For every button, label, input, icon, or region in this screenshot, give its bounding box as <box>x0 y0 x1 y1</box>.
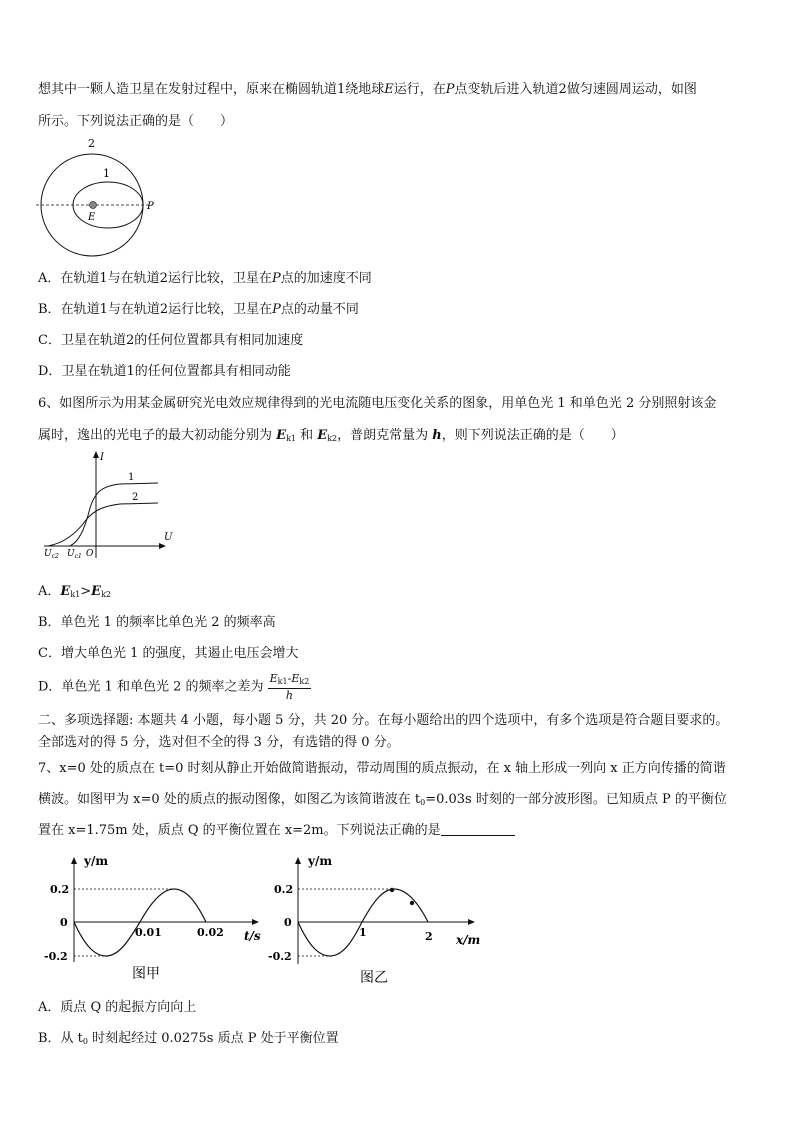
option-text: 在轨道1与在轨道2运行比较，卫星在 <box>60 302 273 317</box>
origin-label: O <box>86 549 94 559</box>
y-tick-zero: 0 <box>284 916 292 929</box>
orbit-2-label: 2 <box>88 137 95 150</box>
option-ek2-sub: k2 <box>101 590 112 599</box>
curve-1-label: 1 <box>128 472 135 483</box>
option-text: 卫星在轨道1的任何位置都具有相同动能 <box>61 364 291 379</box>
t-tick-1: 0.01 <box>135 926 162 939</box>
earth-dot <box>90 202 97 209</box>
option-text: D．单色光 1 和单色光 2 的频率之差为 <box>38 679 264 695</box>
y-tick-neg: -0.2 <box>268 950 292 963</box>
option-t0-sub: 0 <box>82 1037 89 1046</box>
q7-stem-line2 <box>38 791 727 812</box>
q6-ek1-sub: k1 <box>286 434 296 443</box>
answer-blank[interactable] <box>441 823 515 836</box>
q6-option-d[interactable] <box>38 672 311 702</box>
y-tick-neg: -0.2 <box>44 950 68 963</box>
option-point-symbol: P <box>272 302 281 317</box>
q7-option-a[interactable]: A．质点 Q 的起振方向向上 <box>38 1000 197 1015</box>
curve-1 <box>70 483 158 546</box>
q7-option-b[interactable] <box>38 1030 339 1051</box>
u-axis-arrow <box>159 543 166 549</box>
i-axis-label: I <box>100 452 104 463</box>
q6-option-a[interactable] <box>38 583 111 604</box>
i-axis-arrow <box>93 451 99 458</box>
q5-option-b[interactable] <box>38 301 359 319</box>
y-axis-label: y/m <box>308 854 333 868</box>
caption-yi: 图乙 <box>360 970 388 986</box>
t-axis-label: t/s <box>244 929 261 943</box>
q5-option-c[interactable] <box>38 332 303 350</box>
q7-t0-sub: 0 <box>420 798 426 807</box>
option-ek1-sub: k1 <box>70 590 81 599</box>
orbit-1-label: 1 <box>103 167 110 180</box>
y-axis-arrow <box>295 857 301 864</box>
q7-stem-text: 置在 x=1.75m 处，质点 Q 的平衡位置在 x=2m。下列说法正确的是 <box>38 823 441 838</box>
q6-stem-text: 和 <box>296 428 318 443</box>
q5-option-d[interactable] <box>38 363 291 381</box>
option-point-symbol: P <box>271 271 281 286</box>
option-text: 点的动量不同 <box>280 302 359 317</box>
caption-jia: 图甲 <box>132 966 160 982</box>
option-gt-sign: > <box>80 584 92 599</box>
q6-stem-text: 属时，逸出的光电子的最大初动能分别为 <box>38 428 277 443</box>
option-text: 时刻起经过 0.0275s 质点 P 处于平衡位置 <box>88 1031 339 1046</box>
q6-option-b[interactable]: B．单色光 1 的频率比单色光 2 的频率高 <box>38 615 276 630</box>
t-axis-arrow <box>252 919 259 925</box>
x-tick-2: 2 <box>425 930 433 943</box>
section2-instructions-line1: 二、多项选择题: 本题共 4 小题，每小题 5 分，共 20 分。在每小题给出的四个选项中，有多个选项是符合题目要求的。 <box>38 713 729 728</box>
y-tick-zero: 0 <box>60 916 68 929</box>
q6-stem-line1: 6、如图所示为用某金属研究光电效应规律得到的光电流随电压变化关系的图象，用单色光 1 和单色光 2 分别照射该金 <box>38 396 717 411</box>
option-text: 在轨道1与在轨道2运行比较，卫星在 <box>60 271 272 286</box>
q5-option-a[interactable] <box>38 270 372 288</box>
q7-stem-line3 <box>38 822 515 840</box>
q6-option-c[interactable]: C．增大单色光 1 的强度，其遏止电压会增大 <box>38 646 299 661</box>
option-text: 卫星在轨道2的任何位置都具有相同加速度 <box>60 333 304 348</box>
q6-ek2-sub: k2 <box>327 434 338 443</box>
fraction-denominator: h <box>285 689 294 702</box>
y-tick-pos: 0.2 <box>50 883 70 896</box>
q5-stem-line2: 所示。下列说法正确的是（ ） <box>38 114 234 129</box>
uc2-label: $U_{c2}$ <box>44 549 59 560</box>
option-label: D． <box>38 364 62 379</box>
q5-stem-line1 <box>38 81 697 99</box>
x-axis-label: x/m <box>456 933 481 947</box>
option-ek1-symbol: E <box>60 584 71 599</box>
option-label: A． <box>38 271 61 286</box>
option-label: B． <box>38 302 61 317</box>
y-tick-pos: 0.2 <box>274 883 294 896</box>
fraction-numerator: $E_{k1}-E_{k2}$ <box>268 672 312 689</box>
y-axis-arrow <box>71 857 77 864</box>
uc1-label: $U_{c1}$ <box>67 549 82 560</box>
option-ek2-symbol: E <box>91 584 102 599</box>
q5-stem-text: 想其中一颗人造卫星在发射过程中，原来在椭圆轨道1绕地球 <box>38 82 385 97</box>
q5-stem-earth-symbol: E <box>384 82 394 97</box>
point-p-dot <box>390 888 394 892</box>
q6-stem-text: ，则下列说法正确的是（ ） <box>441 428 624 443</box>
q5-orbit-figure <box>34 136 170 260</box>
q6-ek2-symbol: E <box>317 428 328 443</box>
q6-stem-line2 <box>38 427 624 448</box>
option-label: A． <box>38 584 61 599</box>
frequency-difference-fraction <box>268 672 312 702</box>
curve-2-label: 2 <box>132 492 139 503</box>
option-text: B．从 t <box>38 1031 83 1046</box>
x-axis-arrow <box>468 919 475 925</box>
y-axis-label: y/m <box>84 854 109 868</box>
point-p-label: P <box>147 201 154 212</box>
q6-stem-text: ，普朗克常量为 <box>337 428 433 443</box>
curve-2 <box>48 503 158 546</box>
option-text: 点的加速度不同 <box>280 271 372 286</box>
u-axis-label: U <box>164 532 173 543</box>
point-q-dot <box>410 901 414 905</box>
x-tick-1: 1 <box>359 926 367 939</box>
q5-stem-point-symbol: P <box>445 82 455 97</box>
q6-photoelectric-figure <box>40 448 180 564</box>
q7-waveform-graph <box>262 852 498 988</box>
q7-stem-text: 横波。如图甲为 x=0 处的质点的振动图像，如图乙为该简谐波在 t <box>38 792 421 807</box>
q7-stem-line1: 7、x=0 处的质点在 t=0 时刻从静止开始做简谐振动，带动周围的质点振动，在 x 轴上形成一列向 x 正方向传播的简谐 <box>38 761 726 776</box>
section2-instructions-line2: 全部选对的得 5 分，选对但不全的得 3 分，有选错的得 0 分。 <box>38 735 400 750</box>
q5-stem-text: 点变轨后进入轨道2做匀速圆周运动，如图 <box>454 82 697 97</box>
earth-label: E <box>88 212 96 223</box>
q7-stem-text: =0.03s 时刻的一部分波形图。已知质点 P 的平衡位 <box>425 792 727 807</box>
q6-ek1-symbol: E <box>276 428 287 443</box>
q7-vibration-graph <box>40 852 272 984</box>
t-tick-2: 0.02 <box>197 926 224 939</box>
q5-stem-text: 运行，在 <box>393 82 446 97</box>
q6-h-symbol: h <box>432 428 442 443</box>
option-label: C． <box>38 333 61 348</box>
